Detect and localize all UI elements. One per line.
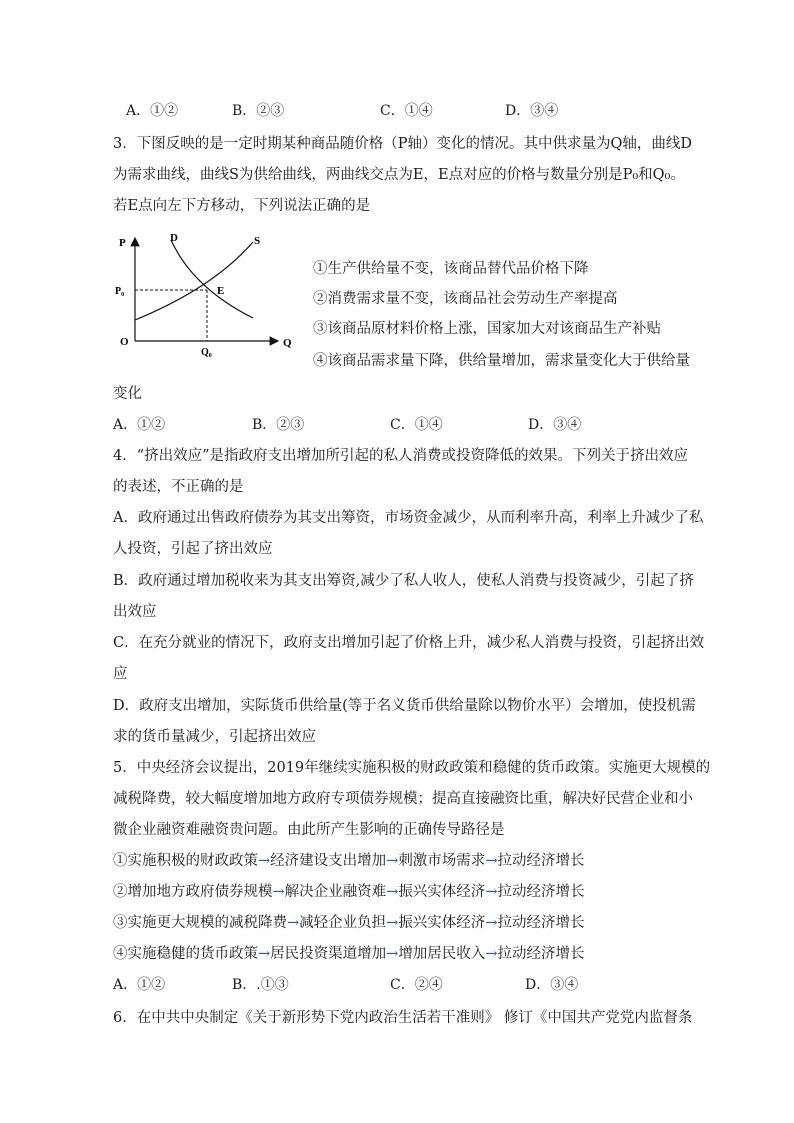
arrow-icon: → xyxy=(386,853,399,869)
q5-path-2-step-2: 解决企业融资难 xyxy=(284,884,387,900)
arrow-icon: → xyxy=(258,946,271,962)
q5-stem-line-1: 5．中央经济会议提出，2019年继续实施积极的财政政策和稳健的货币政策。实施更大规模的 xyxy=(113,760,711,776)
arrow-icon: → xyxy=(287,915,300,931)
q2-option-b: B．②③ xyxy=(232,103,285,119)
q3-stem-line-2: 为需求曲线，曲线S为供给曲线，两曲线交点为E，E点对应的价格与数量分别是P₀和Q₀。 xyxy=(113,167,685,183)
q3-statement-3: ③该商品原材料价格上涨，国家加大对该商品生产补贴 xyxy=(313,321,661,337)
q3-stem-line-1: 3．下图反映的是一定时期某种商品随价格（P轴）变化的情况。其中供求量为Q轴，曲线D xyxy=(113,136,692,152)
q4-choice-d-line-2: 求的货币量减少，引起挤出效应 xyxy=(113,729,316,745)
q2-option-d: D．③④ xyxy=(505,103,559,119)
q3-statement-4-cont: 变化 xyxy=(113,386,142,402)
q5-path-3-step-1: ③实施更大规模的减税降费 xyxy=(113,915,287,931)
arrow-icon: → xyxy=(386,946,399,962)
d-curve-label: D xyxy=(170,232,178,244)
q5-option-b: B．.①③ xyxy=(232,977,289,993)
q5-stem-line-2: 减税降费，较大幅度增加地方政府专项债券规模；提高直接融资比重，解决好民营企业和小 xyxy=(113,791,693,807)
s-curve-label: S xyxy=(254,235,261,247)
q4-stem-line-2: 的表述，不正确的是 xyxy=(113,479,244,495)
q5-stem-line-3: 微企业融资难融资贵问题。由此所产生影响的正确传导路径是 xyxy=(113,822,505,838)
q5-path-1-step-2: 经济建设支出增加 xyxy=(270,853,387,869)
arrow-icon: → xyxy=(258,853,271,869)
q5-path-3-step-3: 振兴实体经济 xyxy=(398,915,486,931)
q3-option-d: D．③④ xyxy=(528,417,582,433)
q5-path-2-step-1: ②增加地方政府债券规模 xyxy=(113,884,273,900)
q5-path-1-step-1: ①实施积极的财政政策 xyxy=(113,853,258,869)
q3-option-c: C．①④ xyxy=(390,417,443,433)
q5-path-1 xyxy=(113,851,584,871)
e-point-label: E xyxy=(217,285,225,297)
q5-path-3 xyxy=(113,913,584,933)
q5-option-a: A．①② xyxy=(113,977,166,993)
q5-path-1-step-4: 拉动经济增长 xyxy=(497,853,585,869)
q3-statement-1: ①生产供给量不变，该商品替代品价格下降 xyxy=(313,261,589,277)
q5-option-d: D．③④ xyxy=(525,977,579,993)
q3-statement-4: ④该商品需求量下降，供给量增加，需求量变化大于供给量 xyxy=(313,353,690,369)
q4-choice-d-line-1: D．政府支出增加，实际货币供给量(等于名义货币供给量除以物价水平）会增加，使投机需 xyxy=(113,698,696,714)
q2-option-a: A．①② xyxy=(126,103,179,119)
q3-statement-2: ②消费需求量不变，该商品社会劳动生产率提高 xyxy=(313,291,618,307)
q3-option-b: B．②③ xyxy=(252,417,305,433)
arrow-icon: → xyxy=(485,884,498,900)
q6-stem-line-1: 6．在中共中央制定《关于新形势下党内政治生活若干准则》 修订《中国共产党党内监督条 xyxy=(113,1010,693,1026)
q-axis-label: Q xyxy=(283,337,292,349)
q4-choice-b-line-1: B．政府通过增加税收来为其支出筹资,减少了私人收人，使私人消费与投资减少，引起了挤 xyxy=(113,573,694,589)
q3-option-a: A．①② xyxy=(113,417,166,433)
q2-option-c: C．①④ xyxy=(380,103,433,119)
arrow-icon: → xyxy=(485,915,498,931)
q4-choice-b-line-2: 出效应 xyxy=(113,604,157,620)
q5-path-3-step-4: 拉动经济增长 xyxy=(497,915,585,931)
q4-choice-c-line-1: C．在充分就业的情况下，政府支出增加引起了价格上升，减少私人消费与投资，引起挤出效 xyxy=(113,635,705,651)
q5-option-c: C．②④ xyxy=(390,977,443,993)
q5-path-1-step-3: 刺激市场需求 xyxy=(398,853,486,869)
arrow-icon: → xyxy=(485,853,498,869)
p0-label: P₀ xyxy=(115,286,125,297)
q5-path-2-step-3: 振兴实体经济 xyxy=(398,884,486,900)
q4-stem-line-1: 4．“挤出效应”是指政府支出增加所引起的私人消费或投资降低的效果。下列关于挤出效应 xyxy=(113,448,689,464)
q5-path-2-step-4: 拉动经济增长 xyxy=(497,884,585,900)
q5-path-4 xyxy=(113,944,584,964)
q4-choice-c-line-2: 应 xyxy=(113,666,128,682)
q4-choice-a-line-2: 人投资，引起了挤出效应 xyxy=(113,541,273,557)
p-axis-label: P xyxy=(119,237,126,249)
arrow-icon: → xyxy=(386,884,399,900)
q5-path-2 xyxy=(113,882,584,902)
q5-path-3-step-2: 减轻企业负担 xyxy=(299,915,387,931)
q0-label: Q₀ xyxy=(201,347,212,358)
q5-path-4-step-2: 居民投资渠道增加 xyxy=(270,946,387,962)
supply-demand-diagram xyxy=(113,228,303,363)
q5-path-4-step-1: ④实施稳健的货币政策 xyxy=(113,946,258,962)
q4-choice-a-line-1: A．政府通过出售政府债券为其支出筹资，市场资金减少，从而利率升高，利率上升减少了私 xyxy=(113,510,704,526)
q5-path-4-step-3: 增加居民收入 xyxy=(398,946,486,962)
arrow-icon: → xyxy=(485,946,498,962)
arrow-icon: → xyxy=(272,884,285,900)
q3-stem-line-3: 若E点向左下方移动，下列说法正确的是 xyxy=(113,198,371,214)
origin-label: O xyxy=(120,336,129,348)
q5-path-4-step-4: 拉动经济增长 xyxy=(497,946,585,962)
arrow-icon: → xyxy=(386,915,399,931)
